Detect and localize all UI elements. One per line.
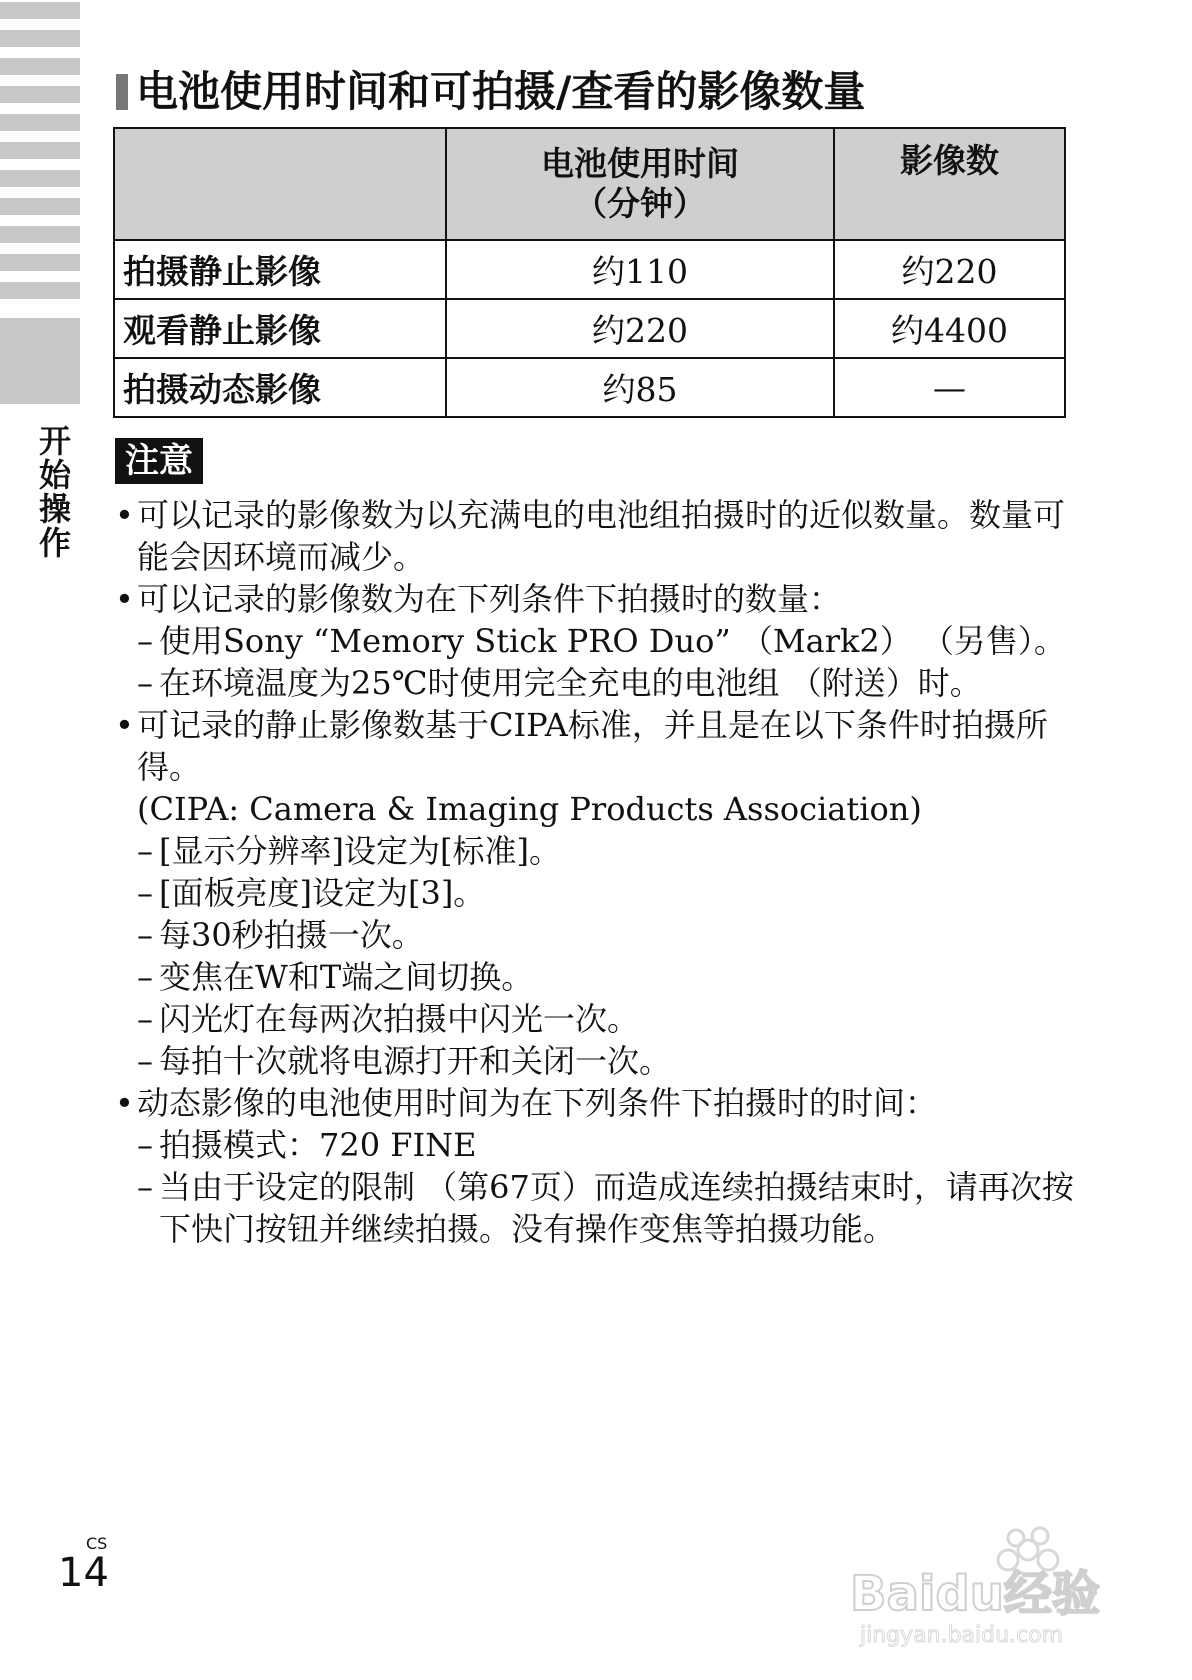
- time-cell: 约85: [446, 358, 834, 417]
- header-images: 影像数: [834, 128, 1065, 240]
- sub-item: – 变焦在W和T端之间切换。: [137, 958, 534, 996]
- images-cell: 约220: [834, 240, 1065, 299]
- time-cell: 约220: [446, 299, 834, 358]
- sub-item: – 拍摄模式：720 FINE: [137, 1126, 477, 1164]
- battery-table: [113, 127, 1066, 418]
- sub-item: – 在环境温度为25℃时使用完全充电的电池组 （附送）时。: [137, 664, 982, 702]
- sidebar-tab-stripes: [0, 0, 80, 404]
- sub-item: – [面板亮度]设定为[3]。: [137, 874, 486, 912]
- sub-item: – 当由于设定的限制 （第67页）而造成连续拍摄结束时，请再次按下快门按钮并继续拍摄。没有操作变焦等拍摄功能。: [137, 1168, 1074, 1248]
- page-number: 14: [58, 1550, 109, 1596]
- list-item: • 动态影像的电池使用时间为在下列条件下拍摄时的时间：: [115, 1084, 938, 1122]
- list-item: • 可记录的静止影像数基于CIPA标准，并且是在以下条件时拍摄所得。: [115, 706, 1048, 786]
- sub-item: – 每30秒拍摄一次。: [137, 916, 424, 954]
- images-cell: —: [834, 358, 1065, 417]
- row-label: 拍摄静止影像: [114, 240, 446, 299]
- notes-list: [115, 494, 1075, 1250]
- row-label: 观看静止影像: [114, 299, 446, 358]
- sub-item: – 使用Sony “Memory Stick PRO Duo” （Mark2） （另售）。: [137, 622, 1066, 660]
- table-row: [114, 358, 1065, 417]
- svg-text:Baidu经验: Baidu经验: [850, 1566, 1100, 1622]
- row-label: 拍摄动态影像: [114, 358, 446, 417]
- sub-item: – 每拍十次就将电源打开和关闭一次。: [137, 1042, 672, 1080]
- cipa-note: (CIPA: Camera & Imaging Products Association): [137, 790, 922, 828]
- table-row: [114, 240, 1065, 299]
- sub-item: – 闪光灯在每两次拍摄中闪光一次。: [137, 1000, 640, 1038]
- section-label: 开始操作: [34, 424, 72, 560]
- page-language: CS: [86, 1534, 108, 1553]
- images-cell: 约4400: [834, 299, 1065, 358]
- list-item: • 可以记录的影像数为以充满电的电池组拍摄时的近似数量。数量可能会因环境而减少。: [115, 496, 1066, 576]
- svg-text:jingyan.baidu.com: jingyan.baidu.com: [860, 1623, 1064, 1648]
- header-battery-time: 电池使用时间 （分钟）: [446, 128, 834, 240]
- sub-item: – [显示分辨率]设定为[标准]。: [137, 832, 561, 870]
- title-marker: [116, 74, 128, 110]
- page-title-text: 电池使用时间和可拍摄/查看的影像数量: [136, 67, 866, 116]
- time-cell: 约110: [446, 240, 834, 299]
- baidu-watermark-logo: [850, 1520, 1130, 1650]
- table-row: [114, 299, 1065, 358]
- header-empty: [114, 128, 446, 240]
- page-title: [116, 66, 865, 118]
- notes-badge: 注意: [115, 438, 203, 484]
- list-item: • 可以记录的影像数为在下列条件下拍摄时的数量：: [115, 580, 842, 618]
